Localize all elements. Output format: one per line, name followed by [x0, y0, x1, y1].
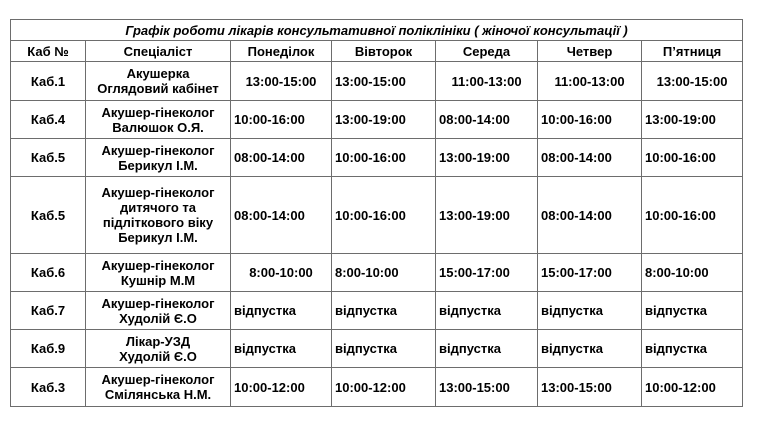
specialist-cell	[86, 292, 231, 330]
time-cell: відпустка	[332, 292, 436, 330]
cab-cell: Каб.9	[11, 330, 86, 368]
specialist-line: Акушер-гінеколог	[101, 185, 215, 200]
specialist-line: Берикул І.М.	[118, 230, 198, 245]
time-cell: 08:00-14:00	[538, 139, 642, 177]
cab-cell: Каб.5	[11, 177, 86, 254]
time-cell: 8:00-10:00	[231, 254, 332, 292]
specialist-cell	[86, 254, 231, 292]
time-cell: 13:00-15:00	[538, 368, 642, 407]
specialist-cell	[86, 139, 231, 177]
time-cell: відпустка	[436, 330, 538, 368]
time-cell: 08:00-14:00	[436, 101, 538, 139]
specialist-line: Худолій Є.О	[119, 348, 197, 364]
table-row	[11, 101, 743, 139]
time-cell: відпустка	[436, 292, 538, 330]
specialist-line: Худолій Є.О	[119, 310, 197, 326]
specialist-cell	[86, 368, 231, 407]
time-cell: відпустка	[642, 292, 743, 330]
cab-cell: Каб.3	[11, 368, 86, 407]
time-cell: 10:00-16:00	[332, 139, 436, 177]
cab-cell: Каб.5	[11, 139, 86, 177]
table-row	[11, 62, 743, 101]
time-cell: 08:00-14:00	[231, 139, 332, 177]
time-cell: 10:00-16:00	[538, 101, 642, 139]
header-monday: Понеділок	[231, 41, 332, 62]
header-wednesday: Середа	[436, 41, 538, 62]
time-cell: 08:00-14:00	[538, 177, 642, 254]
header-friday: П’ятниця	[642, 41, 743, 62]
specialist-line: підліткового віку	[102, 215, 214, 230]
specialist-line: Валюшок О.Я.	[112, 119, 204, 135]
header-thursday: Четвер	[538, 41, 642, 62]
time-cell: 10:00-16:00	[642, 139, 743, 177]
time-cell: 13:00-15:00	[332, 62, 436, 101]
time-cell: 13:00-19:00	[436, 177, 538, 254]
time-cell: 10:00-16:00	[332, 177, 436, 254]
specialist-cell	[86, 330, 231, 368]
cab-cell: Каб.4	[11, 101, 86, 139]
schedule-table	[10, 19, 743, 407]
time-cell: відпустка	[538, 292, 642, 330]
time-cell: 8:00-10:00	[642, 254, 743, 292]
title-row	[11, 20, 743, 41]
header-cab: Каб №	[11, 41, 86, 62]
time-cell: відпустка	[231, 330, 332, 368]
table-row	[11, 292, 743, 330]
header-tuesday: Вівторок	[332, 41, 436, 62]
time-cell: 15:00-17:00	[538, 254, 642, 292]
cab-cell: Каб.7	[11, 292, 86, 330]
specialist-line: Акушер-гінеколог	[101, 142, 215, 158]
time-cell: 10:00-16:00	[642, 177, 743, 254]
time-cell: відпустка	[642, 330, 743, 368]
time-cell: 10:00-12:00	[332, 368, 436, 407]
table-row	[11, 254, 743, 292]
time-cell: 13:00-15:00	[231, 62, 332, 101]
specialist-line: Берикул І.М.	[118, 157, 198, 173]
time-cell: 13:00-19:00	[332, 101, 436, 139]
header-specialist: Спеціаліст	[86, 41, 231, 62]
specialist-line: Акушер-гінеколог	[101, 295, 215, 311]
time-cell: 11:00-13:00	[436, 62, 538, 101]
time-cell: 8:00-10:00	[332, 254, 436, 292]
specialist-line: Акушер-гінеколог	[101, 372, 215, 387]
time-cell: 11:00-13:00	[538, 62, 642, 101]
time-cell: 10:00-12:00	[231, 368, 332, 407]
time-cell: 08:00-14:00	[231, 177, 332, 254]
specialist-cell	[86, 101, 231, 139]
time-cell: 13:00-19:00	[642, 101, 743, 139]
table-row	[11, 139, 743, 177]
specialist-line: Смілянська Н.М.	[104, 387, 212, 402]
time-cell: 10:00-12:00	[642, 368, 743, 407]
specialist-line: Акушер-гінеколог	[101, 104, 215, 120]
time-cell: відпустка	[332, 330, 436, 368]
cab-cell: Каб.1	[11, 62, 86, 101]
page-title: Графік роботи лікарів консультативної поліклініки ( жіночої консультації )	[11, 20, 743, 41]
header-row	[11, 41, 743, 62]
specialist-line: Акушер-гінеколог	[101, 257, 215, 273]
schedule-wrapper	[10, 19, 743, 407]
specialist-line: Оглядовий кабінет	[97, 81, 219, 96]
time-cell: 10:00-16:00	[231, 101, 332, 139]
specialist-cell	[86, 177, 231, 254]
time-cell: 15:00-17:00	[436, 254, 538, 292]
time-cell: відпустка	[231, 292, 332, 330]
specialist-line: дитячого та	[119, 200, 197, 215]
time-cell: 13:00-15:00	[436, 368, 538, 407]
time-cell: 13:00-15:00	[642, 62, 743, 101]
table-row	[11, 368, 743, 407]
cab-cell: Каб.6	[11, 254, 86, 292]
specialist-line: Кушнір М.М	[120, 272, 196, 288]
specialist-line: Лікар-УЗД	[125, 333, 191, 349]
table-row	[11, 330, 743, 368]
time-cell: відпустка	[538, 330, 642, 368]
specialist-line: Акушерка	[126, 66, 190, 81]
table-row	[11, 177, 743, 254]
time-cell: 13:00-19:00	[436, 139, 538, 177]
specialist-cell	[86, 62, 231, 101]
